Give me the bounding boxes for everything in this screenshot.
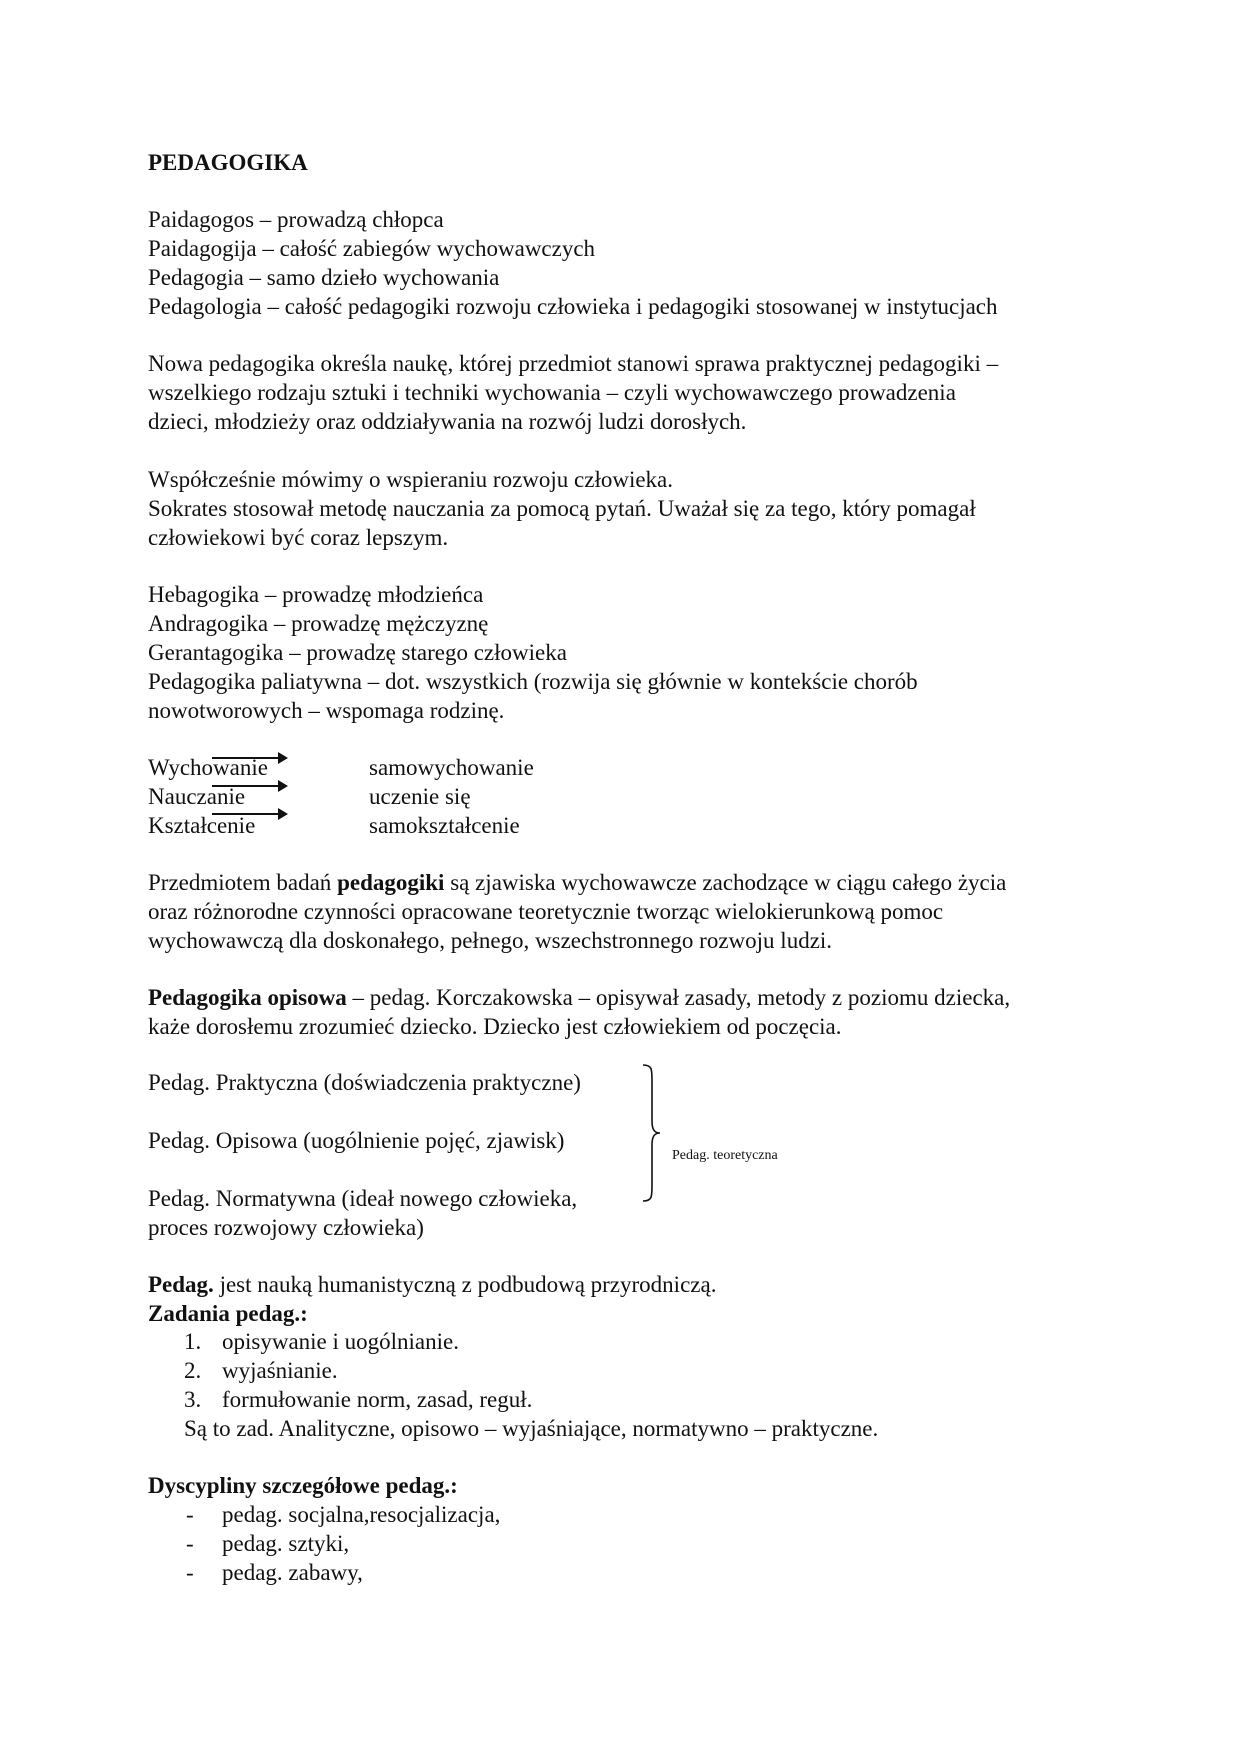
term-line: Hebagogika – prowadzę młodzieńca bbox=[148, 582, 484, 607]
branch-line: Pedag. Normatywna (ideał nowego człowieka, bbox=[148, 1186, 578, 1211]
definition-line: Paidagogija – całość zabiegów wychowawczych bbox=[148, 236, 596, 261]
list-item: pedag. socjalna,resocjalizacja, bbox=[222, 1502, 501, 1527]
list-item: pedag. zabawy, bbox=[222, 1560, 363, 1585]
branch-line: Pedag. Opisowa (uogólnienie pojęć, zjawisk) bbox=[148, 1128, 565, 1153]
paragraph-line: wszelkiego rodzaju sztuki i techniki wychowania – czyli wychowawczego prowadzenia bbox=[148, 380, 956, 405]
section-heading: Dyscypliny szczegółowe pedag.: bbox=[148, 1473, 458, 1498]
list-item: wyjaśnianie. bbox=[222, 1358, 338, 1383]
arrow-left-term: Kształcenie bbox=[148, 813, 256, 838]
right-arrow-icon bbox=[212, 751, 288, 765]
paragraph-line: Są to zad. Analityczne, opisowo – wyjaśniające, normatywno – praktyczne. bbox=[184, 1416, 879, 1441]
bold-term: Pedag. bbox=[148, 1272, 214, 1297]
text-run: Przedmiotem badań bbox=[148, 870, 338, 895]
definition-line: Pedagogia – samo dzieło wychowania bbox=[148, 265, 500, 290]
text-run: jest nauką humanistyczną z podbudową przyrodniczą. bbox=[213, 1272, 717, 1297]
page-title: PEDAGOGIKA bbox=[148, 150, 308, 175]
paragraph-line bbox=[148, 983, 1010, 1012]
paragraph-line bbox=[148, 868, 1006, 897]
paragraph-line bbox=[148, 1270, 716, 1299]
bold-term: Pedagogika opisowa bbox=[148, 985, 347, 1010]
branch-line: Pedag. Praktyczna (doświadczenia praktyczne) bbox=[148, 1070, 581, 1095]
text-run: są zjawiska wychowawcze zachodzące w ciągu całego życia bbox=[444, 870, 1007, 895]
list-item: formułowanie norm, zasad, reguł. bbox=[222, 1387, 533, 1412]
branch-line: proces rozwojowy człowieka) bbox=[148, 1215, 424, 1240]
brace-label: Pedag. teoretyczna bbox=[672, 1148, 778, 1163]
definition-line: Paidagogos – prowadzą chłopca bbox=[148, 207, 444, 232]
list-number: 3. bbox=[184, 1387, 202, 1412]
paragraph-line: wychowawczą dla doskonałego, pełnego, wszechstronnego rozwoju ludzi. bbox=[148, 928, 833, 953]
paragraph-line: Sokrates stosował metodę nauczania za pomocą pytań. Uważał się za tego, który pomagał bbox=[148, 496, 976, 521]
list-item: pedag. sztyki, bbox=[222, 1531, 350, 1556]
list-dash: - bbox=[186, 1531, 194, 1556]
term-line: nowotworowych – wspomaga rodzinę. bbox=[148, 698, 505, 723]
section-heading: Zadania pedag.: bbox=[148, 1301, 308, 1326]
list-number: 2. bbox=[184, 1358, 202, 1383]
arrow-right-term: samokształcenie bbox=[369, 813, 520, 838]
definition-line: Pedagologia – całość pedagogiki rozwoju człowieka i pedagogiki stosowanej w instytucjach bbox=[148, 294, 998, 319]
list-number: 1. bbox=[184, 1329, 202, 1354]
paragraph-line: każe dorosłemu zrozumieć dziecko. Dziecko jest człowiekiem od poczęcia. bbox=[148, 1014, 842, 1039]
list-item: opisywanie i uogólnianie. bbox=[222, 1329, 459, 1354]
list-dash: - bbox=[186, 1502, 194, 1527]
bold-term: pedagogiki bbox=[337, 870, 445, 895]
paragraph-line: dzieci, młodzieży oraz oddziaływania na rozwój ludzi dorosłych. bbox=[148, 409, 747, 434]
paragraph-line: oraz różnorodne czynności opracowane teoretycznie tworząc wielokierunkową pomoc bbox=[148, 899, 944, 924]
term-line: Pedagogika paliatywna – dot. wszystkich (rozwija się głównie w kontekście chorób bbox=[148, 669, 918, 694]
right-arrow-icon bbox=[212, 807, 288, 821]
right-arrow-icon bbox=[212, 779, 288, 793]
arrow-right-term: uczenie się bbox=[369, 784, 471, 809]
paragraph-line: Współcześnie mówimy o wspieraniu rozwoju człowieka. bbox=[148, 467, 674, 492]
paragraph-line: człowiekowi być coraz lepszym. bbox=[148, 525, 449, 550]
term-line: Andragogika – prowadzę mężczyznę bbox=[148, 611, 489, 636]
arrow-left-term: Nauczanie bbox=[148, 784, 246, 809]
curly-brace-icon bbox=[640, 1063, 670, 1203]
term-line: Gerantagogika – prowadzę starego człowieka bbox=[148, 640, 567, 665]
text-run: – pedag. Korczakowska – opisywał zasady, metody z poziomu dziecka, bbox=[346, 985, 1011, 1010]
arrow-left-term: Wychowanie bbox=[148, 755, 268, 780]
list-dash: - bbox=[186, 1560, 194, 1585]
arrow-right-term: samowychowanie bbox=[369, 755, 534, 780]
paragraph-line: Nowa pedagogika określa naukę, której przedmiot stanowi sprawa praktycznej pedagogiki – bbox=[148, 351, 999, 376]
